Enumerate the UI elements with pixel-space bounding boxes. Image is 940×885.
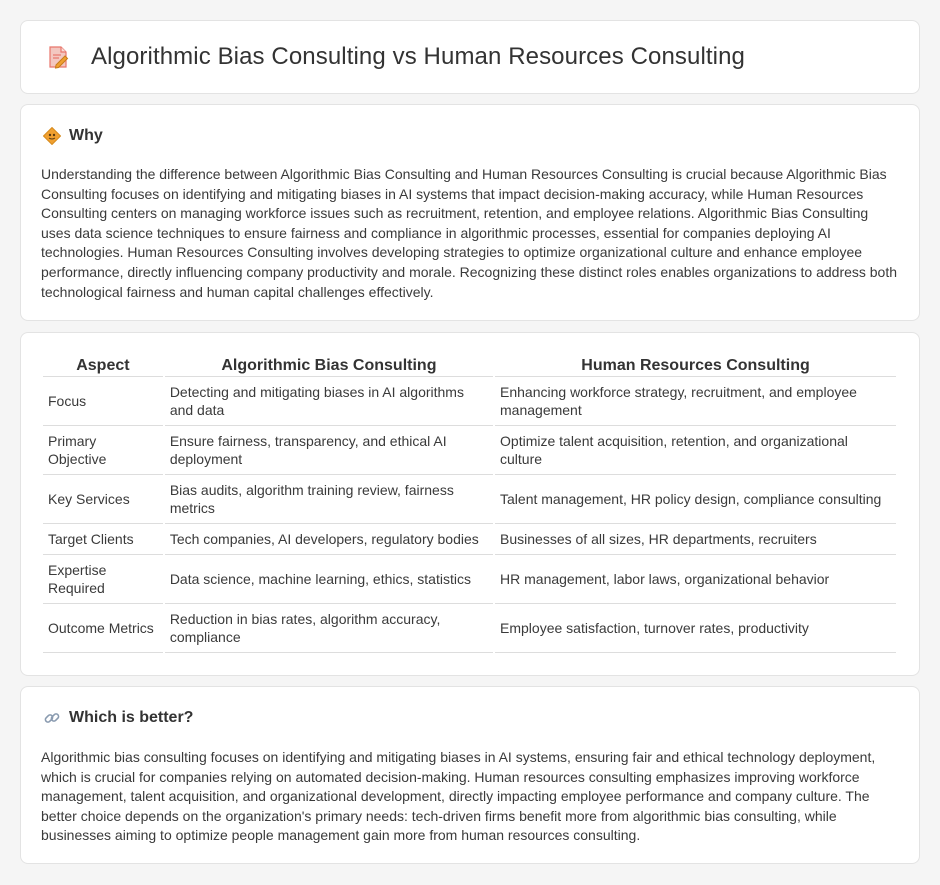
- comparison-section: [20, 332, 920, 676]
- row-algorithmic-bias: Tech companies, AI developers, regulatory bodies: [165, 524, 493, 555]
- comparison-table: [41, 355, 898, 653]
- better-title: Which is better?: [69, 709, 194, 726]
- header-card: [20, 20, 920, 94]
- better-heading: [43, 709, 193, 727]
- row-human-resources: Talent management, HR policy design, compliance consulting: [495, 475, 896, 524]
- table-row: [43, 524, 896, 555]
- table-row: [43, 426, 896, 475]
- table-header-row: [43, 355, 896, 377]
- why-text: Understanding the difference between Algorithmic Bias Consulting and Human Resources Consulting is crucial because Algorithmic Bias Consulting focuses on identifying and mitigating biases in AI systems that impact decision-making accuracy, while Human Resources Consulting centers on managing workforce issues such as recruitment, retention, and employee relations. Algorithmic Bias Consulting uses data science techniques to ensure fairness and compliance in algorithmic processes, essential for companies deploying AI technologies. Human Resources Consulting involves developing strategies to optimize organizational culture and enhance employee performance, directly influencing company productivity and morale. Recognizing these distinct roles enables organizations to address both technological fairness and human capital challenges effectively.: [41, 166, 898, 300]
- why-heading: [43, 127, 103, 145]
- row-aspect: Target Clients: [43, 524, 163, 555]
- row-human-resources: HR management, labor laws, organizational behavior: [495, 555, 896, 604]
- row-algorithmic-bias: Ensure fairness, transparency, and ethical AI deployment: [165, 426, 493, 475]
- row-human-resources: Optimize talent acquisition, retention, and organizational culture: [495, 426, 896, 475]
- row-algorithmic-bias: Detecting and mitigating biases in AI algorithms and data: [165, 377, 493, 426]
- why-section: [20, 104, 920, 321]
- header-aspect: Aspect: [43, 355, 163, 377]
- link-icon: [43, 709, 61, 727]
- row-human-resources: Businesses of all sizes, HR departments, recruiters: [495, 524, 896, 555]
- row-human-resources: Employee satisfaction, turnover rates, productivity: [495, 604, 896, 653]
- row-aspect: Expertise Required: [43, 555, 163, 604]
- table-row: [43, 377, 896, 426]
- row-algorithmic-bias: Bias audits, algorithm training review, fairness metrics: [165, 475, 493, 524]
- row-aspect: Primary Objective: [43, 426, 163, 475]
- why-title: Why: [69, 127, 103, 144]
- row-human-resources: Enhancing workforce strategy, recruitment, and employee management: [495, 377, 896, 426]
- which-is-better-section: [20, 686, 920, 864]
- row-aspect: Outcome Metrics: [43, 604, 163, 653]
- table-row: [43, 555, 896, 604]
- row-algorithmic-bias: Data science, machine learning, ethics, statistics: [165, 555, 493, 604]
- header-algorithmic-bias: Algorithmic Bias Consulting: [165, 355, 493, 377]
- header-human-resources: Human Resources Consulting: [495, 355, 896, 377]
- diamond-sign-icon: [43, 127, 61, 145]
- row-algorithmic-bias: Reduction in bias rates, algorithm accuracy, compliance: [165, 604, 493, 653]
- document-pencil-icon: [45, 44, 71, 70]
- row-aspect: Focus: [43, 377, 163, 426]
- title-row: [45, 43, 745, 71]
- row-aspect: Key Services: [43, 475, 163, 524]
- table-row: [43, 475, 896, 524]
- table-row: [43, 604, 896, 653]
- page-title: Algorithmic Bias Consulting vs Human Resources Consulting: [91, 43, 745, 70]
- better-text: Algorithmic bias consulting focuses on identifying and mitigating biases in AI systems, ensuring fair and ethical technology deployment, which is crucial for companies relying on automated decision-making. Human resources consulting emphasizes improving workforce management, talent acquisition, and organizational development, directly impacting employee performance and company culture. The better choice depends on the organization's primary needs: tech-driven firms benefit more from algorithmic bias consulting, while businesses aiming to optimize people management gain more from human resources consulting.: [41, 749, 876, 844]
